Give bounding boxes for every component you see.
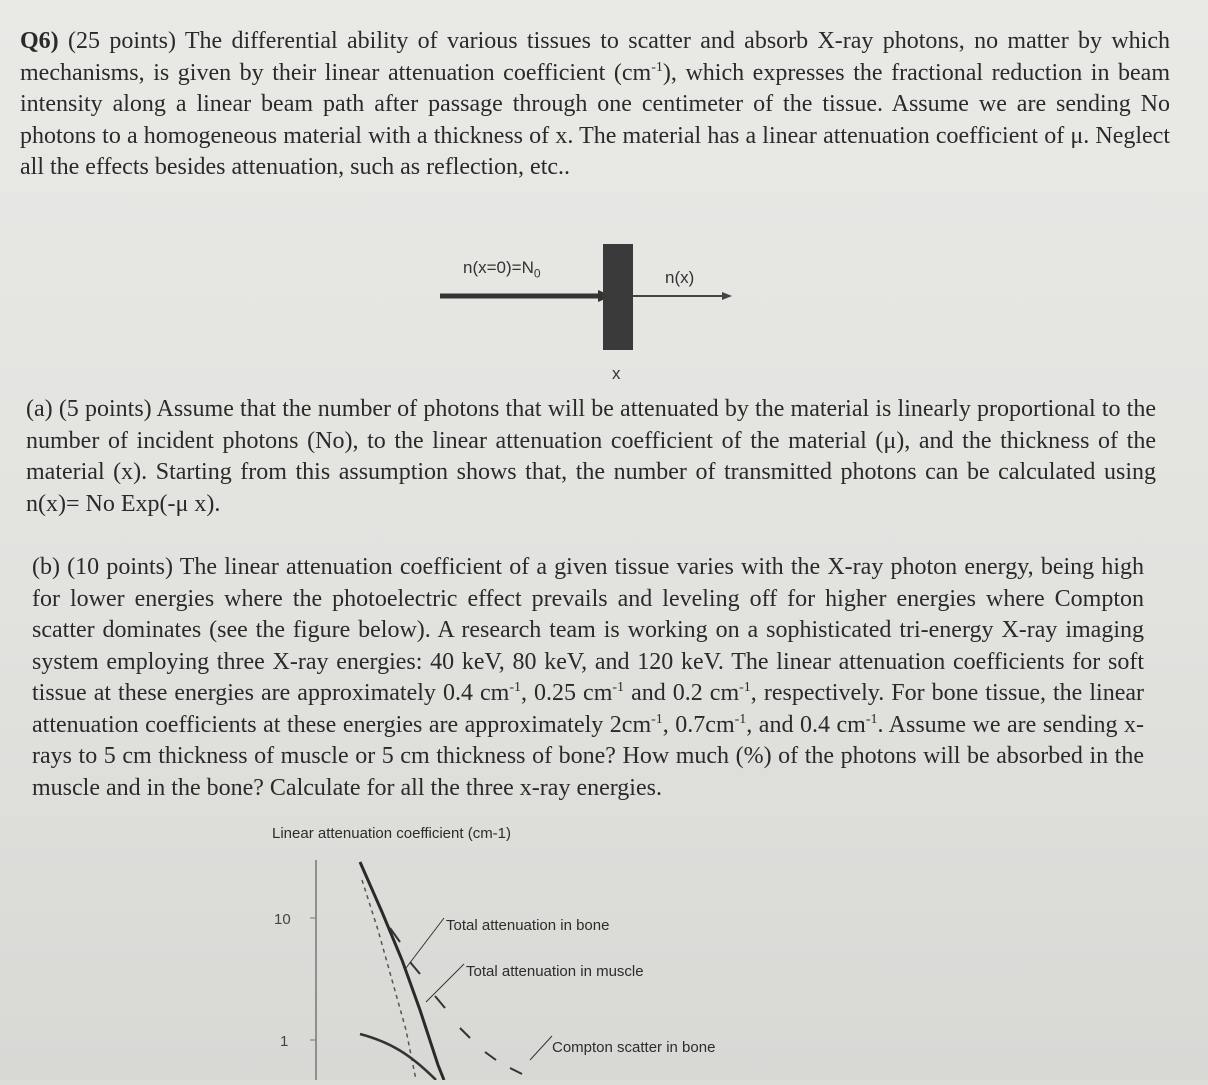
leader-compton-bone [530, 1036, 552, 1060]
attenuation-diagram [430, 240, 750, 390]
ytick-label-1: 1 [280, 1033, 289, 1050]
transmitted-label: n(x) [665, 268, 695, 287]
series-bone-total [360, 862, 444, 1080]
transmitted-arrowhead [722, 292, 732, 300]
part-a: (a) (5 points) Assume that the number of photons that will be attenuated by the material is linearly proportional to the number of incident photons (No), to the linear attenuation coefficient of the material (μ), and the thickness of the material (x). Starting from this assumption shows that, the number of transmitted photons can be calculated using n(x)= No Exp(-μ x). [26, 396, 1156, 517]
attenuation-chart [260, 820, 860, 1080]
annotation-compton-bone: Compton scatter in bone [552, 1039, 716, 1056]
question-points: (25 points) [68, 28, 176, 54]
leader-bone-total [406, 918, 444, 968]
annotation-muscle-total: Total attenuation in muscle [466, 963, 644, 980]
question-intro [20, 26, 1170, 184]
intro-text-2: ), which expresses the fractional reduction in beam intensity along a linear beam path after passage through one centimeter of the tissue. Assume we are sending No photons to a homogeneous material with a thickness of x. The material has a linear attenuation coefficient of μ. Neglect all the effects besides attenuation, such as reflection, etc.. [20, 59, 1171, 180]
part-b: (b) (10 points) The linear attenuation coefficient of a given tissue varies with the X-ray photon energy, being high for lower energies where the photoelectric effect prevails and leveling off for higher energies where Compton scatter dominates (see the figure below). A research team is working on a sophisticated tri-energy X-ray imaging system employing three X-ray energies: 40 keV, 80 keV, and 120 keV. The linear attenuation coefficients for soft tissue at these energies are approximately 0.4 $cm^{-1}$, 0.25 $cm^{-1}$ and 0.2 $cm^{-1}$, respectively. For bone tissue, the linear attenuation coefficients at these energies are approximately $2cm^{-1}$, $0.7cm^{-1}$, and 0.4 $cm^{-1}$. Assume we are sending x-rays to 5 cm thickness of muscle or 5 cm thickness of bone? How much (%) of the photons will be absorbed in the muscle and in the bone? Calculate for all the three x-ray energies. [32, 554, 1145, 801]
series-compton-bone [360, 1034, 436, 1080]
bone-total-marker-2 [410, 962, 420, 974]
thickness-label: x [612, 364, 621, 383]
ytick-label-10: 10 [274, 911, 291, 928]
leader-muscle-total [426, 964, 464, 1002]
question-number: Q6) [20, 28, 59, 54]
chart-ylabel: Linear attenuation coefficient (cm-1) [272, 825, 512, 842]
bone-total-marker-3 [435, 996, 445, 1008]
material-slab [603, 244, 633, 350]
bone-total-marker-6 [510, 1068, 522, 1074]
incident-label: $n(x=0)=N_0$ [463, 258, 541, 281]
intro-sup: -1 [651, 59, 663, 75]
annotation-bone-total: Total attenuation in bone [446, 917, 610, 934]
bone-total-marker-5 [485, 1052, 496, 1060]
bone-total-marker-4 [460, 1028, 470, 1038]
chart-svg [260, 820, 860, 1080]
intro-text-1: The differential ability of various tissues to scatter and absorb X-ray photons, no matter by which mechanisms, is given by their linear attenuation coefficient (cm [20, 28, 1170, 86]
